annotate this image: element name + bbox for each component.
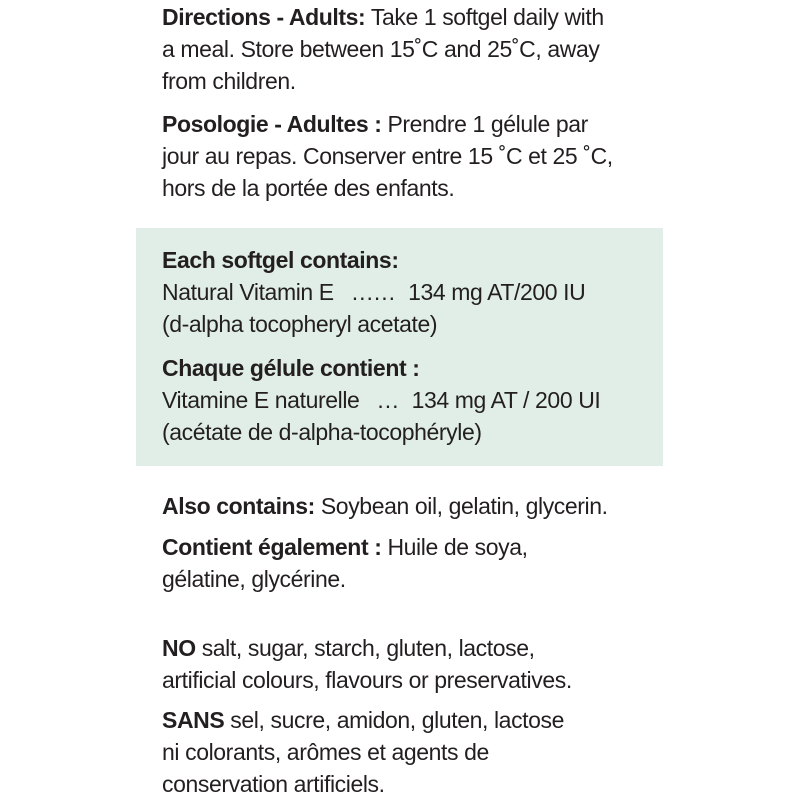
ingredient-detail-french: (acétate de d-alpha-tocophéryle) [162, 419, 482, 445]
also-contains-french-line-1: Huile de soya, [381, 534, 528, 560]
ingredient-detail-english: (d-alpha tocopheryl acetate) [162, 311, 438, 337]
free-from-french-label: SANS [162, 707, 225, 733]
also-contains-english-text: Soybean oil, gelatin, glycerin. [314, 493, 608, 519]
ingredients-french-row [162, 384, 662, 416]
ingredient-leader-french: ... [377, 387, 400, 413]
free-from-english [162, 632, 662, 696]
also-contains-french-line-2: gélatine, glycérine. [162, 566, 346, 592]
ingredient-amount-english: 134 mg AT/200 IU [408, 279, 586, 305]
also-contains-french [162, 531, 662, 595]
directions-french-line-2: jour au repas. Conserver entre 15 ˚C et 25 ˚C, [162, 143, 613, 169]
also-contains-french-label: Contient également : [162, 534, 382, 560]
ingredients-english [162, 244, 662, 340]
ingredient-name-french: Vitamine E naturelle [162, 387, 360, 413]
free-from-french [162, 704, 662, 800]
free-from-english-line-2: artificial colours, flavours or preservatives. [162, 667, 572, 693]
free-from-french-line-2: ni colorants, arômes et agents de [162, 739, 489, 765]
ingredients-french [162, 352, 662, 448]
free-from-english-label: NO [162, 635, 196, 661]
ingredient-leader-english: ...... [351, 279, 397, 305]
directions-english-label: Directions - Adults: [162, 4, 366, 30]
also-contains-english-label: Also contains: [162, 493, 315, 519]
free-from-french-line-3: conservation artificiels. [162, 771, 385, 797]
directions-french-label: Posologie - Adultes : [162, 111, 382, 137]
directions-french-line-1: Prendre 1 gélule par [381, 111, 588, 137]
directions-english [162, 1, 662, 97]
ingredient-name-english: Natural Vitamin E [162, 279, 334, 305]
directions-english-line-3: from children. [162, 68, 296, 94]
ingredients-french-heading: Chaque gélule contient : [162, 355, 420, 381]
directions-french-line-3: hors de la portée des enfants. [162, 175, 455, 201]
free-from-english-line-1: salt, sugar, starch, gluten, lactose, [195, 635, 535, 661]
also-contains-english [162, 490, 662, 522]
ingredient-amount-french: 134 mg AT / 200 UI [411, 387, 601, 413]
directions-english-line-1: Take 1 softgel daily with [365, 4, 604, 30]
ingredients-english-heading: Each softgel contains: [162, 247, 399, 273]
free-from-french-line-1: sel, sucre, amidon, gluten, lactose [224, 707, 565, 733]
directions-french [162, 108, 662, 204]
directions-english-line-2: a meal. Store between 15˚C and 25˚C, away [162, 36, 600, 62]
ingredients-english-row [162, 276, 662, 308]
